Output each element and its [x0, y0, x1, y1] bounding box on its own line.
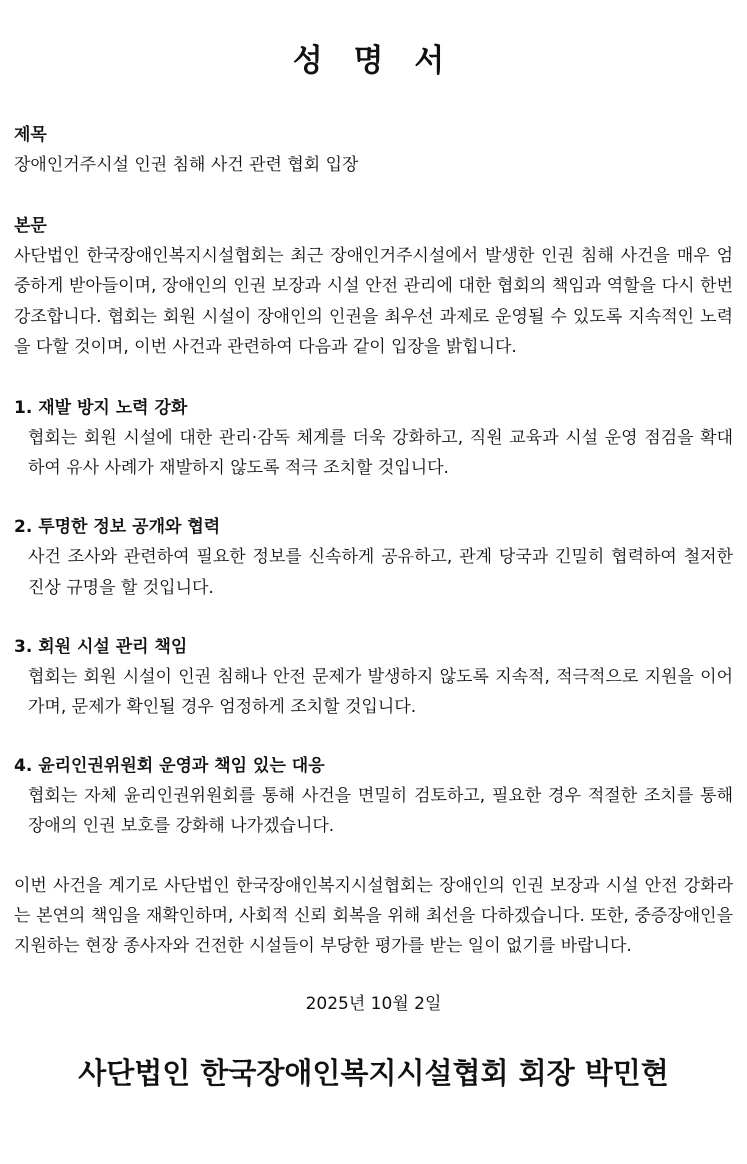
document-date: 2025년 10월 2일 [305, 994, 442, 1015]
item-title: 2. 투명한 정보 공개와 협력 [14, 517, 221, 538]
item-title: 1. 재발 방지 노력 강화 [14, 398, 188, 419]
item-title: 4. 윤리인권위원회 운영과 책임 있는 대응 [14, 756, 325, 777]
list-item [14, 393, 733, 483]
item-title: 3. 회원 시설 관리 책임 [14, 636, 188, 657]
subject-text: 장애인거주시설 인권 침해 사건 관련 협회 입장 [14, 155, 359, 175]
intro-paragraph: 사단법인 한국장애인복지시설협회는 최근 장애인거주시설에서 발생한 인권 침해 사건을 매우 엄중하게 받아들이며, 장애인의 인권 보장과 시설 안전 관리에 대한 협회의 책임과 역할을 다시 한번 강조합니다. 협회는 회원 시설이 장애인의 인권을 최우선 과제로 운영될 수 있도록 지속적인 노력을 다할 것이며, 이번 사건과 관련하여 다음과 같이 입장을 밝힙니다. [14, 246, 733, 357]
item-body: 사건 조사와 관련하여 필요한 정보를 신속하게 공유하고, 관계 당국과 긴밀히 협력하여 철저한 진상 규명을 할 것입니다. [28, 547, 733, 598]
subject-section [14, 120, 733, 180]
list-item [14, 632, 733, 722]
closing-paragraph: 이번 사건을 계기로 사단법인 한국장애인복지시설협회는 장애인의 인권 보장과 시설 안전 강화라는 본연의 책임을 재확인하며, 사회적 신뢰 회복을 위해 최선을 다하겠습니다. 또한, 중증장애인을 지원하는 현장 종사자와 건전한 시설들이 부당한 평가를 받는 일이 없기를 바랍니다. [14, 875, 733, 957]
body-label: 본문 [14, 216, 47, 237]
item-body: 협회는 회원 시설에 대한 관리·감독 체계를 더욱 강화하고, 직원 교육과 시설 운영 점검을 확대하여 유사 사례가 재발하지 않도록 적극 조치할 것입니다. [28, 428, 733, 479]
body-section [14, 211, 733, 362]
subject-label: 제목 [14, 125, 47, 145]
list-item [14, 512, 733, 602]
document-title: 성 명 서 [292, 43, 455, 79]
list-item [14, 751, 733, 841]
item-body: 협회는 회원 시설이 인권 침해나 안전 문제가 발생하지 않도록 지속적, 적극적으로 지원을 이어가며, 문제가 확인될 경우 엄정하게 조치할 것입니다. [28, 666, 733, 718]
item-body: 협회는 자체 윤리인권위원회를 통해 사건을 면밀히 검토하고, 필요한 경우 적절한 조치를 통해 장애의 인권 보호를 강화해 나가겠습니다. [28, 786, 733, 837]
signature: 사단법인 한국장애인복지시설협회 회장 박민현 [78, 1056, 669, 1091]
